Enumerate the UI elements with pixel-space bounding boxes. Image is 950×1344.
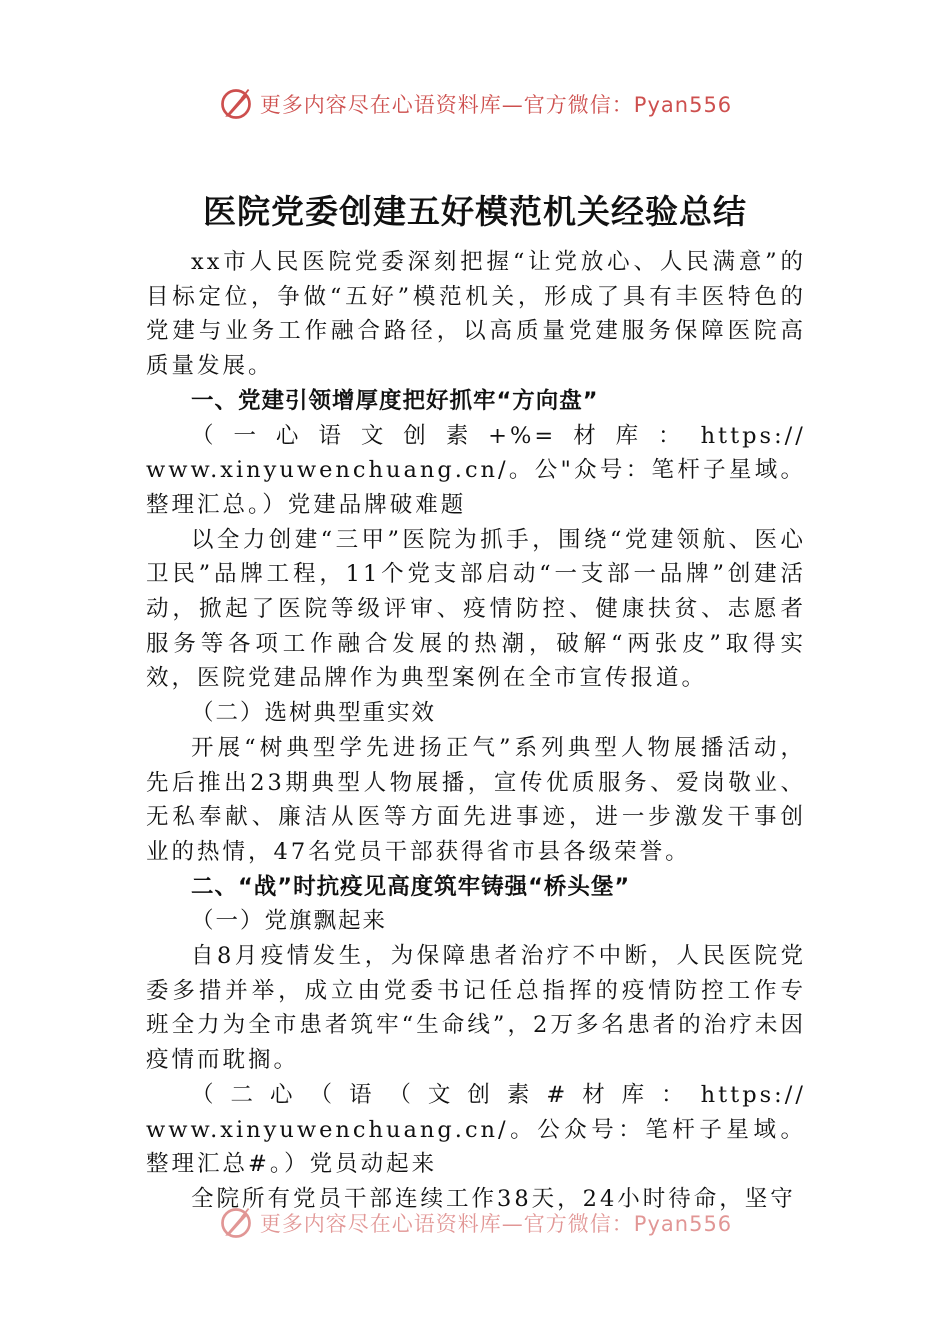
spaced-token: 创 [403, 422, 429, 449]
intro-paragraph: xx市人民医院党委深刻把握“让党放心、人民满意”的目标定位，争做“五好”模范机关，形成了具有丰医特色的党建与业务工作融合路径，以高质量党建服务保障医院高质量发展。 [146, 249, 806, 380]
spaced-token: （ [309, 1081, 335, 1108]
spaced-token: https:// [700, 1081, 806, 1108]
spaced-token: 材 [582, 1081, 608, 1108]
spaced-token: 心 [275, 422, 302, 449]
spaced-token: 二 [230, 1081, 256, 1108]
spaced-token: # [546, 1081, 569, 1108]
spaced-token: 语 [348, 1081, 375, 1108]
section-heading-2: 二、“战”时抗疫见高度筑牢铸强“桥头堡” [191, 873, 631, 900]
subheading-4 [146, 1078, 806, 1182]
spaced-token: 素 [445, 422, 472, 449]
spaced-token: https:// [700, 422, 806, 449]
paragraph-brand: 以全力创建“三甲”医院为抓手，围绕“党建领航、医心卫民”品牌工程，11个党支部启动“一支部一品牌”创建活动，掀起了医院等级评审、疫情防控、健康扶贫、志愿者服务等各项工作融合发展的热潮，破解“两张皮”取得实效，医院党建品牌作为典型案例在全市宣传报道。 [146, 526, 806, 692]
subheading-4-firstline [191, 1078, 806, 1113]
watermark-header [0, 84, 950, 124]
paragraph-models: 开展“树典型学先进扬正气”系列典型人物展播活动，先后推出23期典型人物展播，宣传优质服务、爱岗敬业、无私奉献、廉洁从医等方面先进事迹，进一步激发干事创业的热情，47名党员干部获得省市县各级荣誉。 [146, 734, 806, 865]
watermark-text: 更多内容尽在心语资料库—官方微信：Pyan556 [259, 93, 733, 117]
spaced-token: +%= [488, 422, 557, 449]
quill-logo-icon [218, 1205, 254, 1241]
section-heading-1: 一、党建引领增厚度把好抓牢“方向盘” [191, 387, 599, 414]
spaced-token: 一 [233, 422, 259, 449]
watermark-footer [0, 1203, 950, 1243]
spaced-token: 文 [360, 422, 387, 449]
spaced-token: 文 [427, 1081, 454, 1108]
spaced-token: （ [191, 422, 217, 449]
spaced-token: 库 [621, 1081, 648, 1108]
watermark-text: 更多内容尽在心语资料库—官方微信：Pyan556 [259, 1212, 733, 1236]
document-title: 医院党委创建五好模范机关经验总结 [203, 192, 747, 231]
spaced-token: 心 [269, 1081, 296, 1108]
subheading-1 [146, 419, 806, 523]
paragraph-epidemic: 自8月疫情发生，为保障患者治疗不中断，人民医院党委多措并举，成立由党委书记任总指挥的疫情防控工作专班全力为全市患者筑牢“生命线”，2万多名患者的治疗未因疫情而耽搁。 [146, 943, 806, 1074]
spaced-token: ： [658, 422, 684, 449]
document-body [146, 245, 806, 1217]
subheading-1-firstline [191, 419, 806, 454]
spaced-token: 素 [506, 1081, 533, 1108]
subheading-1-rest: www.xinyuwenchuang.cn/。公"众号：笔杆子星域。整理汇总。）党建品牌破难题 [146, 457, 806, 518]
paragraph-members: 全院所有党员干部连续工作38天，24小时待命，坚守 [191, 1185, 796, 1212]
spaced-token: 材 [573, 422, 599, 449]
spaced-token: （ [388, 1081, 414, 1108]
spaced-token: ： [661, 1081, 687, 1108]
quill-logo-icon [218, 86, 254, 122]
spaced-token: 创 [467, 1081, 493, 1108]
spaced-token: 语 [318, 422, 344, 449]
subheading-3: （一）党旗飘起来 [191, 908, 388, 935]
spaced-token: 库 [615, 422, 642, 449]
subheading-2: （二）选树典型重实效 [191, 700, 437, 727]
spaced-token: （ [191, 1081, 217, 1108]
subheading-4-rest: www.xinyuwenchuang.cn/。公众号：笔杆子星域。整理汇总#。）党员动起来 [146, 1116, 806, 1178]
